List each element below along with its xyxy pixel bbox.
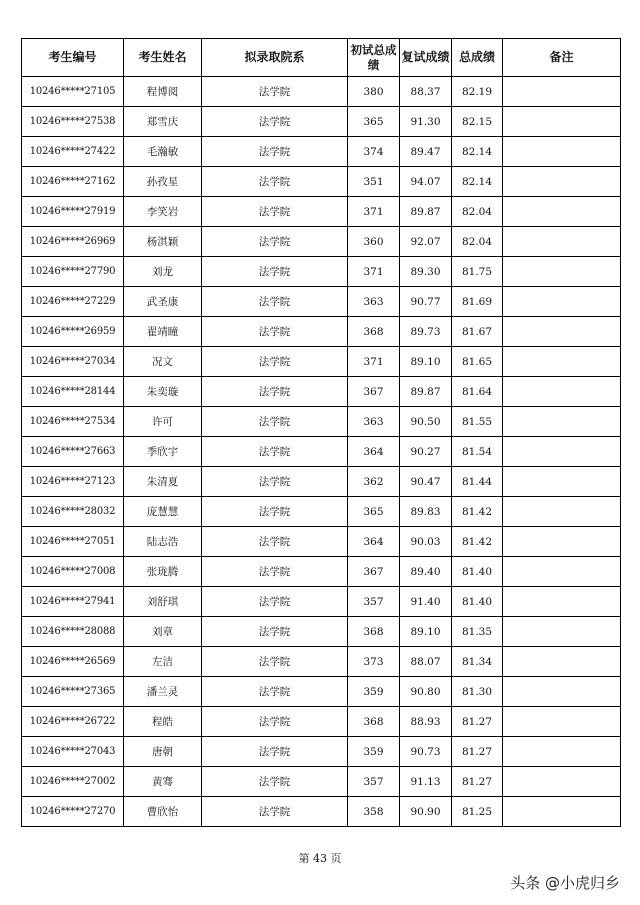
- table-row: [22, 587, 621, 617]
- cell-total-score: 82.14: [452, 137, 503, 167]
- cell-candidate-name: 刘舒琪: [124, 587, 202, 617]
- cell-department: 法学院: [202, 227, 348, 257]
- table-row: [22, 617, 621, 647]
- cell-candidate-id: 10246*****27941: [22, 587, 124, 617]
- cell-candidate-name: 况文: [124, 347, 202, 377]
- cell-candidate-id: 10246*****27105: [22, 77, 124, 107]
- header-candidate-name: 考生姓名: [124, 39, 202, 77]
- cell-remarks: [503, 107, 621, 137]
- cell-retest-score: 90.80: [400, 677, 452, 707]
- table-row: [22, 227, 621, 257]
- cell-department: 法学院: [202, 677, 348, 707]
- cell-candidate-id: 10246*****27229: [22, 287, 124, 317]
- cell-retest-score: 89.73: [400, 317, 452, 347]
- cell-candidate-id: 10246*****27534: [22, 407, 124, 437]
- cell-remarks: [503, 527, 621, 557]
- cell-department: 法学院: [202, 497, 348, 527]
- cell-remarks: [503, 617, 621, 647]
- cell-retest-score: 89.83: [400, 497, 452, 527]
- table-row: [22, 707, 621, 737]
- cell-initial-score: 371: [348, 197, 400, 227]
- cell-department: 法学院: [202, 617, 348, 647]
- cell-remarks: [503, 437, 621, 467]
- cell-department: 法学院: [202, 437, 348, 467]
- cell-candidate-name: 黄骞: [124, 767, 202, 797]
- header-department: 拟录取院系: [202, 39, 348, 77]
- cell-remarks: [503, 797, 621, 827]
- cell-total-score: 82.15: [452, 107, 503, 137]
- cell-retest-score: 89.10: [400, 617, 452, 647]
- cell-department: 法学院: [202, 137, 348, 167]
- cell-initial-score: 359: [348, 677, 400, 707]
- cell-remarks: [503, 287, 621, 317]
- cell-remarks: [503, 77, 621, 107]
- cell-candidate-id: 10246*****27043: [22, 737, 124, 767]
- cell-initial-score: 367: [348, 377, 400, 407]
- cell-initial-score: 365: [348, 497, 400, 527]
- cell-total-score: 81.64: [452, 377, 503, 407]
- cell-initial-score: 363: [348, 407, 400, 437]
- cell-department: 法学院: [202, 557, 348, 587]
- table-row: [22, 287, 621, 317]
- cell-total-score: 81.35: [452, 617, 503, 647]
- cell-initial-score: 357: [348, 587, 400, 617]
- table-body: [22, 77, 621, 827]
- cell-initial-score: 371: [348, 347, 400, 377]
- cell-remarks: [503, 197, 621, 227]
- cell-candidate-id: 10246*****27123: [22, 467, 124, 497]
- cell-total-score: 82.04: [452, 227, 503, 257]
- cell-candidate-id: 10246*****27162: [22, 167, 124, 197]
- cell-total-score: 81.65: [452, 347, 503, 377]
- table-row: [22, 497, 621, 527]
- cell-total-score: 81.75: [452, 257, 503, 287]
- watermark-text: 头条 @小虎归乡: [510, 874, 620, 892]
- header-initial-score: 初试总成绩: [348, 39, 400, 77]
- cell-candidate-name: 朱奕璇: [124, 377, 202, 407]
- cell-initial-score: 380: [348, 77, 400, 107]
- cell-remarks: [503, 587, 621, 617]
- cell-candidate-id: 10246*****28032: [22, 497, 124, 527]
- cell-candidate-id: 10246*****27422: [22, 137, 124, 167]
- cell-total-score: 81.40: [452, 557, 503, 587]
- cell-total-score: 81.27: [452, 767, 503, 797]
- table-row: [22, 257, 621, 287]
- admission-table: [21, 38, 621, 827]
- cell-candidate-name: 潘兰灵: [124, 677, 202, 707]
- cell-department: 法学院: [202, 107, 348, 137]
- cell-candidate-name: 朱清夏: [124, 467, 202, 497]
- page-number: 第 43 页: [298, 852, 342, 865]
- table-row: [22, 167, 621, 197]
- cell-candidate-name: 张珑腾: [124, 557, 202, 587]
- cell-candidate-id: 10246*****26722: [22, 707, 124, 737]
- cell-candidate-name: 曹欣怡: [124, 797, 202, 827]
- cell-candidate-name: 陆志浩: [124, 527, 202, 557]
- table-row: [22, 317, 621, 347]
- cell-remarks: [503, 737, 621, 767]
- cell-remarks: [503, 677, 621, 707]
- cell-candidate-name: 左洁: [124, 647, 202, 677]
- table-row: [22, 797, 621, 827]
- cell-total-score: 81.27: [452, 707, 503, 737]
- cell-retest-score: 90.77: [400, 287, 452, 317]
- cell-initial-score: 373: [348, 647, 400, 677]
- cell-retest-score: 89.87: [400, 197, 452, 227]
- cell-initial-score: 368: [348, 317, 400, 347]
- cell-department: 法学院: [202, 647, 348, 677]
- cell-candidate-name: 郑雪庆: [124, 107, 202, 137]
- cell-total-score: 81.34: [452, 647, 503, 677]
- table-row: [22, 347, 621, 377]
- cell-candidate-id: 10246*****27002: [22, 767, 124, 797]
- cell-remarks: [503, 257, 621, 287]
- cell-candidate-name: 程皓: [124, 707, 202, 737]
- cell-department: 法学院: [202, 287, 348, 317]
- cell-total-score: 81.67: [452, 317, 503, 347]
- cell-department: 法学院: [202, 77, 348, 107]
- cell-retest-score: 92.07: [400, 227, 452, 257]
- cell-department: 法学院: [202, 407, 348, 437]
- cell-total-score: 81.25: [452, 797, 503, 827]
- cell-total-score: 81.40: [452, 587, 503, 617]
- cell-department: 法学院: [202, 467, 348, 497]
- cell-initial-score: 368: [348, 707, 400, 737]
- cell-remarks: [503, 467, 621, 497]
- table-header-row: [22, 39, 621, 77]
- cell-remarks: [503, 317, 621, 347]
- cell-remarks: [503, 557, 621, 587]
- cell-retest-score: 94.07: [400, 167, 452, 197]
- cell-initial-score: 364: [348, 527, 400, 557]
- cell-initial-score: 374: [348, 137, 400, 167]
- cell-department: 法学院: [202, 707, 348, 737]
- cell-candidate-name: 许可: [124, 407, 202, 437]
- cell-candidate-name: 程博阅: [124, 77, 202, 107]
- cell-initial-score: 360: [348, 227, 400, 257]
- cell-initial-score: 358: [348, 797, 400, 827]
- header-retest-score: 复试成绩: [400, 39, 452, 77]
- cell-candidate-name: 季欣宇: [124, 437, 202, 467]
- cell-initial-score: 365: [348, 107, 400, 137]
- cell-candidate-id: 10246*****27051: [22, 527, 124, 557]
- cell-remarks: [503, 347, 621, 377]
- cell-retest-score: 89.40: [400, 557, 452, 587]
- cell-retest-score: 91.13: [400, 767, 452, 797]
- cell-department: 法学院: [202, 587, 348, 617]
- table-row: [22, 197, 621, 227]
- table-row: [22, 467, 621, 497]
- cell-department: 法学院: [202, 197, 348, 227]
- cell-department: 法学院: [202, 317, 348, 347]
- table-row: [22, 407, 621, 437]
- cell-initial-score: 364: [348, 437, 400, 467]
- table-row: [22, 767, 621, 797]
- cell-remarks: [503, 407, 621, 437]
- cell-candidate-name: 孙孜星: [124, 167, 202, 197]
- cell-candidate-id: 10246*****28088: [22, 617, 124, 647]
- cell-total-score: 81.42: [452, 527, 503, 557]
- table-row: [22, 677, 621, 707]
- cell-candidate-id: 10246*****27034: [22, 347, 124, 377]
- cell-total-score: 81.27: [452, 737, 503, 767]
- table-row: [22, 527, 621, 557]
- cell-candidate-name: 李笑岩: [124, 197, 202, 227]
- cell-retest-score: 91.40: [400, 587, 452, 617]
- cell-retest-score: 90.47: [400, 467, 452, 497]
- cell-candidate-id: 10246*****28144: [22, 377, 124, 407]
- cell-retest-score: 89.87: [400, 377, 452, 407]
- cell-initial-score: 371: [348, 257, 400, 287]
- cell-initial-score: 359: [348, 737, 400, 767]
- cell-initial-score: 357: [348, 767, 400, 797]
- cell-remarks: [503, 137, 621, 167]
- cell-department: 法学院: [202, 377, 348, 407]
- cell-candidate-name: 庞慧慧: [124, 497, 202, 527]
- cell-retest-score: 90.73: [400, 737, 452, 767]
- cell-candidate-name: 刘章: [124, 617, 202, 647]
- cell-retest-score: 89.10: [400, 347, 452, 377]
- cell-retest-score: 88.93: [400, 707, 452, 737]
- cell-candidate-id: 10246*****26569: [22, 647, 124, 677]
- cell-candidate-id: 10246*****27365: [22, 677, 124, 707]
- cell-department: 法学院: [202, 257, 348, 287]
- cell-candidate-id: 10246*****27270: [22, 797, 124, 827]
- cell-remarks: [503, 707, 621, 737]
- cell-department: 法学院: [202, 167, 348, 197]
- cell-total-score: 81.30: [452, 677, 503, 707]
- cell-candidate-name: 杨淇颖: [124, 227, 202, 257]
- cell-total-score: 81.69: [452, 287, 503, 317]
- cell-retest-score: 90.03: [400, 527, 452, 557]
- cell-retest-score: 89.30: [400, 257, 452, 287]
- cell-total-score: 82.19: [452, 77, 503, 107]
- header-candidate-id: 考生编号: [22, 39, 124, 77]
- cell-retest-score: 90.27: [400, 437, 452, 467]
- cell-remarks: [503, 767, 621, 797]
- cell-total-score: 81.54: [452, 437, 503, 467]
- cell-department: 法学院: [202, 737, 348, 767]
- table-row: [22, 137, 621, 167]
- header-total-score: 总成绩: [452, 39, 503, 77]
- cell-remarks: [503, 227, 621, 257]
- cell-candidate-name: 武圣康: [124, 287, 202, 317]
- cell-candidate-id: 10246*****27538: [22, 107, 124, 137]
- cell-remarks: [503, 647, 621, 677]
- cell-total-score: 82.04: [452, 197, 503, 227]
- table-row: [22, 77, 621, 107]
- cell-candidate-id: 10246*****26959: [22, 317, 124, 347]
- cell-remarks: [503, 167, 621, 197]
- table-row: [22, 737, 621, 767]
- cell-candidate-name: 毛瀚敏: [124, 137, 202, 167]
- cell-retest-score: 88.37: [400, 77, 452, 107]
- cell-candidate-id: 10246*****26969: [22, 227, 124, 257]
- cell-initial-score: 368: [348, 617, 400, 647]
- cell-remarks: [503, 497, 621, 527]
- table-row: [22, 107, 621, 137]
- cell-total-score: 81.44: [452, 467, 503, 497]
- cell-initial-score: 362: [348, 467, 400, 497]
- cell-department: 法学院: [202, 767, 348, 797]
- cell-candidate-id: 10246*****27008: [22, 557, 124, 587]
- cell-candidate-name: 翟靖瞳: [124, 317, 202, 347]
- cell-department: 法学院: [202, 797, 348, 827]
- header-remarks: 备注: [503, 39, 621, 77]
- cell-department: 法学院: [202, 347, 348, 377]
- cell-initial-score: 363: [348, 287, 400, 317]
- cell-retest-score: 90.90: [400, 797, 452, 827]
- table-row: [22, 647, 621, 677]
- cell-total-score: 81.55: [452, 407, 503, 437]
- cell-candidate-id: 10246*****27919: [22, 197, 124, 227]
- cell-retest-score: 91.30: [400, 107, 452, 137]
- table-row: [22, 377, 621, 407]
- cell-initial-score: 367: [348, 557, 400, 587]
- cell-candidate-id: 10246*****27663: [22, 437, 124, 467]
- cell-total-score: 81.42: [452, 497, 503, 527]
- cell-retest-score: 90.50: [400, 407, 452, 437]
- cell-initial-score: 351: [348, 167, 400, 197]
- table-row: [22, 437, 621, 467]
- cell-candidate-name: 唐朝: [124, 737, 202, 767]
- cell-total-score: 82.14: [452, 167, 503, 197]
- table-row: [22, 557, 621, 587]
- cell-retest-score: 88.07: [400, 647, 452, 677]
- cell-candidate-id: 10246*****27790: [22, 257, 124, 287]
- cell-department: 法学院: [202, 527, 348, 557]
- cell-retest-score: 89.47: [400, 137, 452, 167]
- cell-remarks: [503, 377, 621, 407]
- cell-candidate-name: 刘龙: [124, 257, 202, 287]
